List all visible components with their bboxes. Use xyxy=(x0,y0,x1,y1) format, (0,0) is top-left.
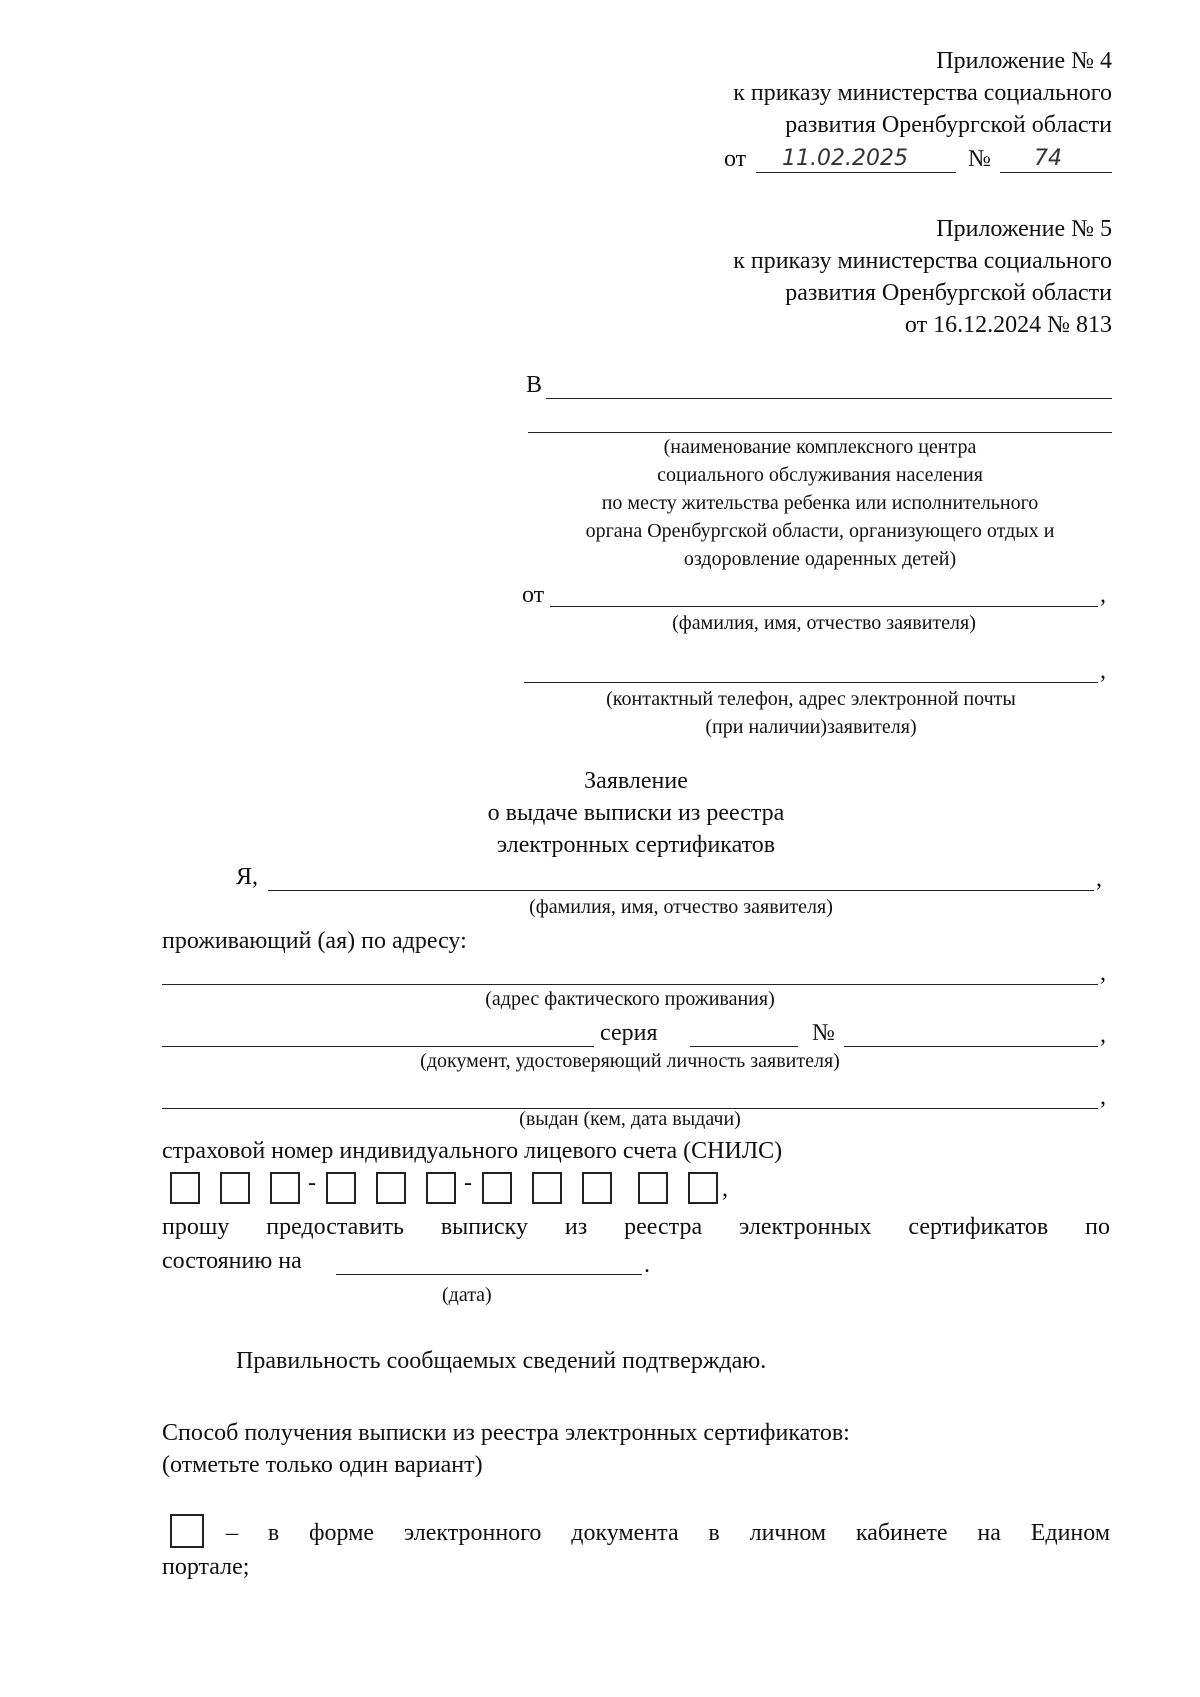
org-hint-2: социального обслуживания населения xyxy=(657,464,983,486)
recipient-field-line-2[interactable] xyxy=(528,432,1112,433)
request-line-2: состоянию на xyxy=(162,1248,302,1274)
as-of-date-field[interactable] xyxy=(336,1274,642,1275)
snils-digit-box[interactable] xyxy=(270,1172,300,1204)
applicant-name-hint: (фамилия, имя, отчество заявителя) xyxy=(672,612,976,634)
address-comma: , xyxy=(1100,960,1106,986)
annex4-order-line: к приказу министерства социального xyxy=(733,80,1112,106)
application-subtitle-2: электронных сертификатов xyxy=(496,832,776,858)
document-hint: (документ, удостоверяющий личность заявителя) xyxy=(420,1050,840,1072)
annex5-region-line: развития Оренбургской области xyxy=(785,280,1112,306)
snils-digit-box[interactable] xyxy=(426,1172,456,1204)
option-electronic-line-2: портале; xyxy=(162,1554,250,1580)
org-hint-3: по месту жительства ребенка или исполнительного xyxy=(601,492,1039,514)
contact-hint-1: (контактный телефон, адрес электронной почты xyxy=(606,688,1016,710)
applicant-name-comma: , xyxy=(1100,582,1106,608)
applicant-contact-field[interactable] xyxy=(524,682,1098,683)
to-label: В xyxy=(526,372,543,398)
issued-by-hint: (выдан (кем, дата выдачи) xyxy=(519,1108,741,1130)
request-line-1: прошу предоставить выписку из реестра электронных сертификатов по xyxy=(162,1214,1110,1240)
body-name-hint: (фамилия, имя, отчество заявителя) xyxy=(529,896,833,918)
application-subtitle-1: о выдаче выписки из реестра xyxy=(487,800,785,826)
snils-digit-box[interactable] xyxy=(532,1172,562,1204)
annex5-title: Приложение № 5 xyxy=(936,216,1112,242)
request-period: . xyxy=(644,1252,650,1278)
snils-label: страховой номер индивидуального лицевого счета (СНИЛС) xyxy=(162,1138,783,1164)
annex4-from-label: от xyxy=(724,146,747,172)
annex4-title: Приложение № 4 xyxy=(936,48,1112,74)
document-comma: , xyxy=(1100,1022,1106,1048)
annex5-order-line: к приказу министерства социального xyxy=(733,248,1112,274)
body-name-comma: , xyxy=(1096,866,1102,892)
applicant-name-field[interactable] xyxy=(550,606,1098,607)
annex4-number-line xyxy=(1000,172,1112,173)
snils-digit-box[interactable] xyxy=(326,1172,356,1204)
annex4-date-line xyxy=(756,172,956,173)
snils-dash: - xyxy=(464,1170,472,1196)
series-field[interactable] xyxy=(690,1046,798,1047)
recipient-field-line-1[interactable] xyxy=(546,398,1112,399)
document-number-field[interactable] xyxy=(844,1046,1098,1047)
snils-digit-box[interactable] xyxy=(220,1172,250,1204)
snils-digit-box[interactable] xyxy=(482,1172,512,1204)
date-hint: (дата) xyxy=(442,1284,492,1306)
snils-dash: - xyxy=(308,1170,316,1196)
snils-comma: , xyxy=(722,1176,728,1202)
number-label: № xyxy=(812,1020,835,1046)
annex4-number-handwritten: 74 xyxy=(1034,146,1062,171)
body-name-field[interactable] xyxy=(268,890,1094,891)
confirmation-statement: Правильность сообщаемых сведений подтверждаю. xyxy=(236,1348,767,1374)
option-electronic-checkbox[interactable] xyxy=(170,1514,204,1548)
series-label: серия xyxy=(600,1020,658,1046)
contact-hint-2: (при наличии)заявителя) xyxy=(705,716,917,738)
method-label: Способ получения выписки из реестра электронных сертификатов: xyxy=(162,1420,850,1446)
address-label: проживающий (ая) по адресу: xyxy=(162,928,467,954)
annex4-date-handwritten: 11.02.2025 xyxy=(782,146,908,171)
issued-by-comma: , xyxy=(1100,1084,1106,1110)
applicant-contact-comma: , xyxy=(1100,658,1106,684)
snils-digit-box[interactable] xyxy=(688,1172,718,1204)
annex4-region-line: развития Оренбургской области xyxy=(785,112,1112,138)
method-hint: (отметьте только один вариант) xyxy=(162,1452,483,1478)
snils-digit-box[interactable] xyxy=(170,1172,200,1204)
org-hint-5: оздоровление одаренных детей) xyxy=(683,548,957,570)
snils-digit-box[interactable] xyxy=(376,1172,406,1204)
i-label: Я, xyxy=(236,864,259,890)
org-hint-4: органа Оренбургской области, организующего отдых и xyxy=(585,520,1055,542)
option-electronic-line-1: – в форме электронного документа в личном кабинете на Едином xyxy=(226,1520,1110,1546)
application-title: Заявление xyxy=(584,768,688,794)
document-type-field[interactable] xyxy=(162,1046,594,1047)
annex5-date-line: от 16.12.2024 № 813 xyxy=(904,312,1112,338)
address-hint: (адрес фактического проживания) xyxy=(485,988,775,1010)
org-hint-1: (наименование комплексного центра xyxy=(663,436,977,458)
snils-digit-box[interactable] xyxy=(582,1172,612,1204)
applicant-from-label: от xyxy=(522,582,545,608)
annex4-number-label: № xyxy=(968,146,991,172)
address-field[interactable] xyxy=(162,984,1098,985)
snils-digit-box[interactable] xyxy=(638,1172,668,1204)
